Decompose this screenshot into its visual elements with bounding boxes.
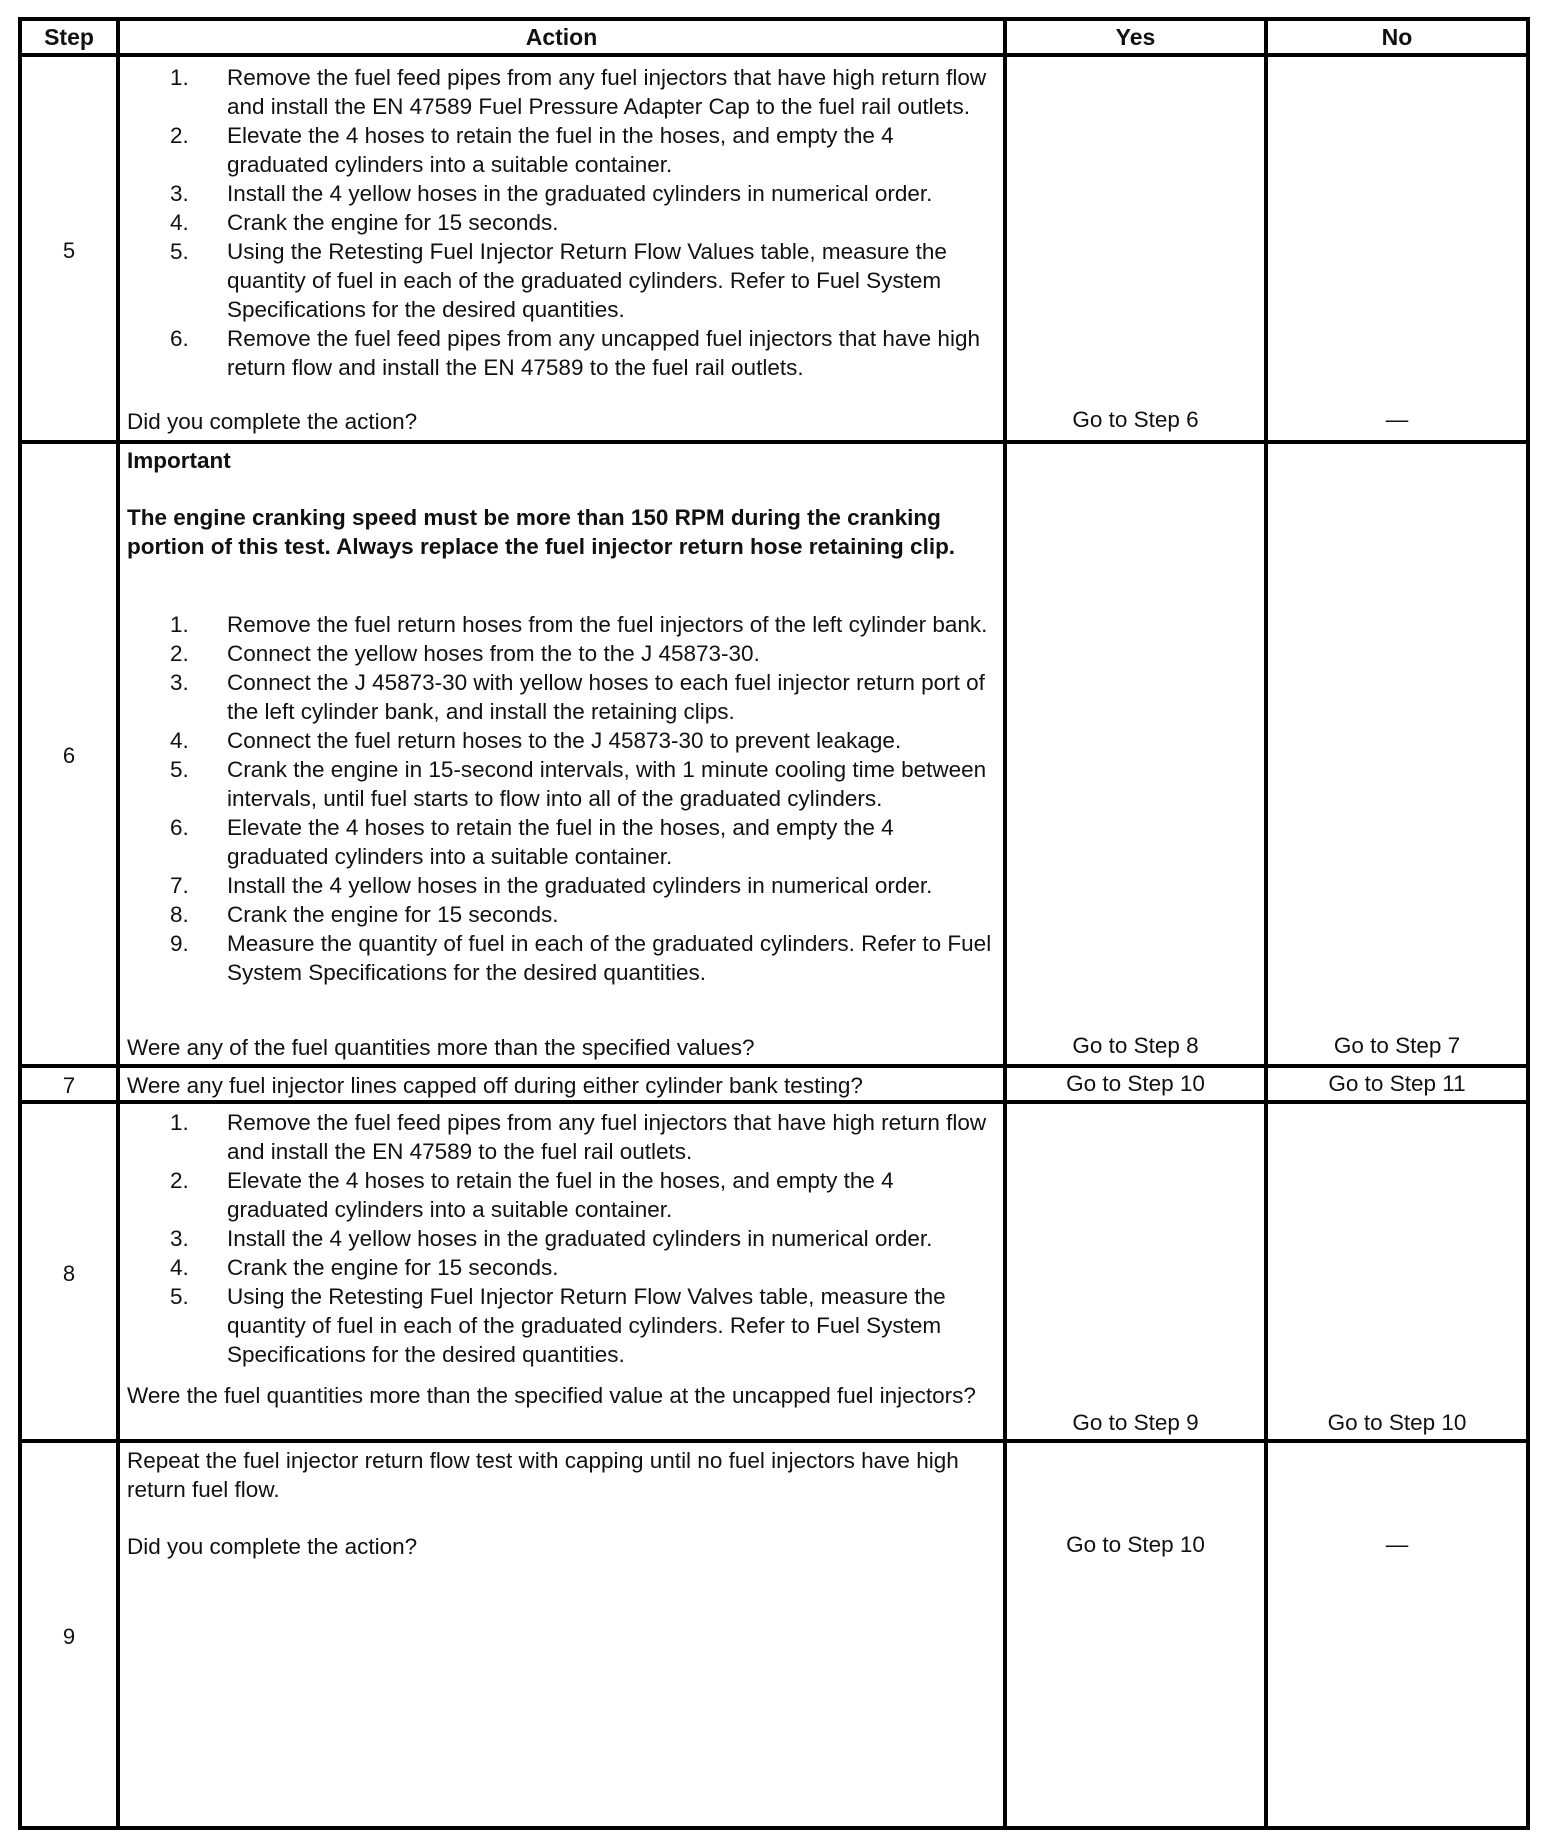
- question-text: Were the fuel quantities more than the specified value at the uncapped fuel injectors?: [127, 1383, 976, 1408]
- no-link: —: [1385, 1532, 1409, 1557]
- list-item: 3. Connect the J 45873-30 with yellow hoses to each fuel injector return port of the left cylinder bank, and install the retaining clips.: [170, 670, 985, 724]
- list-item: 1. Remove the fuel feed pipes from any fuel injectors that have high return flow and install the EN 47589 to the fuel rail outlets.: [170, 1110, 987, 1164]
- list-item: 3. Install the 4 yellow hoses in the graduated cylinders in numerical order.: [170, 181, 933, 206]
- yes-link: Go to Step 10: [1066, 1532, 1205, 1557]
- question-text: Did you complete the action?: [127, 1534, 418, 1559]
- no-cell: [1268, 1104, 1526, 1443]
- list-item: 2. Connect the yellow hoses from the to the J 45873-30.: [170, 641, 760, 666]
- yes-cell: [1007, 1068, 1268, 1104]
- list-item: 1. Remove the fuel return hoses from the fuel injectors of the left cylinder bank.: [170, 612, 988, 637]
- table-row-step-6: [22, 440, 1526, 1068]
- list-item: 6. Remove the fuel feed pipes from any uncapped fuel injectors that have high return flow and install the EN 47589 to the fuel rail outlets.: [170, 326, 980, 380]
- list-item: 6. Elevate the 4 hoses to retain the fuel in the hoses, and empty the 4 graduated cylinders into a suitable container.: [170, 815, 894, 869]
- procedure-table: [18, 17, 1530, 1830]
- no-link: Go to Step 11: [1328, 1071, 1466, 1096]
- list-item: 4. Connect the fuel return hoses to the J 45873-30 to prevent leakage.: [170, 728, 902, 753]
- action-cell: [120, 1443, 1007, 1830]
- list-item: 4. Crank the engine for 15 seconds.: [170, 210, 559, 235]
- question-text: Were any fuel injector lines capped off during either cylinder bank testing?: [127, 1073, 863, 1098]
- table-row-step-5: [22, 53, 1526, 444]
- list-item: 8. Crank the engine for 15 seconds.: [170, 902, 559, 927]
- yes-cell: [1007, 57, 1268, 444]
- no-cell: [1268, 1068, 1526, 1104]
- list-item: 3. Install the 4 yellow hoses in the graduated cylinders in numerical order.: [170, 1226, 933, 1251]
- step-number: 7: [22, 1068, 120, 1104]
- list-item: 5. Using the Retesting Fuel Injector Return Flow Values table, measure the quantity of fuel in each of the graduated cylinders. Refer to Fuel System Specifications for the desired quantities.: [170, 239, 947, 322]
- list-item: 7. Install the 4 yellow hoses in the graduated cylinders in numerical order.: [170, 873, 933, 898]
- instruction-list: [120, 1108, 997, 1369]
- step-number: 9: [22, 1443, 120, 1830]
- yes-cell: [1007, 1104, 1268, 1443]
- no-cell: [1268, 57, 1526, 444]
- step-number: 6: [22, 444, 120, 1068]
- important-text: The engine cranking speed must be more than 150 RPM during the cranking portion of this test. Always replace the fuel injector return hose retaining clip.: [127, 505, 956, 559]
- no-link: Go to Step 7: [1333, 1033, 1461, 1058]
- header-step: Step: [22, 21, 120, 53]
- important-label: Important: [127, 448, 231, 473]
- step-number: 5: [22, 57, 120, 444]
- action-cell: [120, 1068, 1007, 1104]
- header-action: Action: [120, 21, 1007, 53]
- yes-link: Go to Step 6: [1072, 407, 1199, 432]
- question-text: Were any of the fuel quantities more than the specified values?: [127, 1035, 755, 1060]
- yes-link: Go to Step 8: [1072, 1033, 1199, 1058]
- list-item: 2. Elevate the 4 hoses to retain the fuel in the hoses, and empty the 4 graduated cylinders into a suitable container.: [170, 1168, 894, 1222]
- list-item: 1. Remove the fuel feed pipes from any fuel injectors that have high return flow and install the EN 47589 Fuel Pressure Adapter Cap to the fuel rail outlets.: [170, 65, 987, 119]
- header-row: [22, 21, 1526, 53]
- action-cell: [120, 1104, 1007, 1443]
- table-row-step-8: [22, 1100, 1526, 1443]
- no-link: —: [1385, 407, 1409, 432]
- no-cell: [1268, 444, 1526, 1068]
- yes-link: Go to Step 10: [1066, 1071, 1205, 1096]
- table-row-step-9: [22, 1439, 1526, 1830]
- step-number: 8: [22, 1104, 120, 1443]
- header-no: No: [1381, 23, 1413, 50]
- header-yes: Yes: [1007, 21, 1268, 53]
- instruction-list: [120, 610, 997, 987]
- yes-cell: [1007, 1443, 1268, 1830]
- list-item: 2. Elevate the 4 hoses to retain the fuel in the hoses, and empty the 4 graduated cylinders into a suitable container.: [170, 123, 894, 177]
- table-row-step-7: [22, 1064, 1526, 1104]
- question-text: Did you complete the action?: [127, 409, 418, 434]
- list-item: 5. Crank the engine in 15-second intervals, with 1 minute cooling time between intervals, until fuel starts to flow into all of the graduated cylinders.: [170, 757, 987, 811]
- yes-cell: [1007, 444, 1268, 1068]
- instruction-list: [120, 63, 997, 382]
- action-cell: [120, 444, 1007, 1068]
- action-cell: [120, 57, 1007, 444]
- no-cell: [1268, 1443, 1526, 1830]
- list-item: 4. Crank the engine for 15 seconds.: [170, 1255, 559, 1280]
- yes-link: Go to Step 9: [1072, 1410, 1199, 1435]
- list-item: 5. Using the Retesting Fuel Injector Return Flow Valves table, measure the quantity of fuel in each of the graduated cylinders. Refer to Fuel System Specifications for the desired quantities.: [170, 1284, 946, 1367]
- action-text: Repeat the fuel injector return flow test with capping until no fuel injectors have high return fuel flow.: [127, 1448, 959, 1502]
- no-link: Go to Step 10: [1327, 1410, 1467, 1435]
- list-item: 9. Measure the quantity of fuel in each of the graduated cylinders. Refer to Fuel System Specifications for the desired quantities.: [170, 931, 992, 985]
